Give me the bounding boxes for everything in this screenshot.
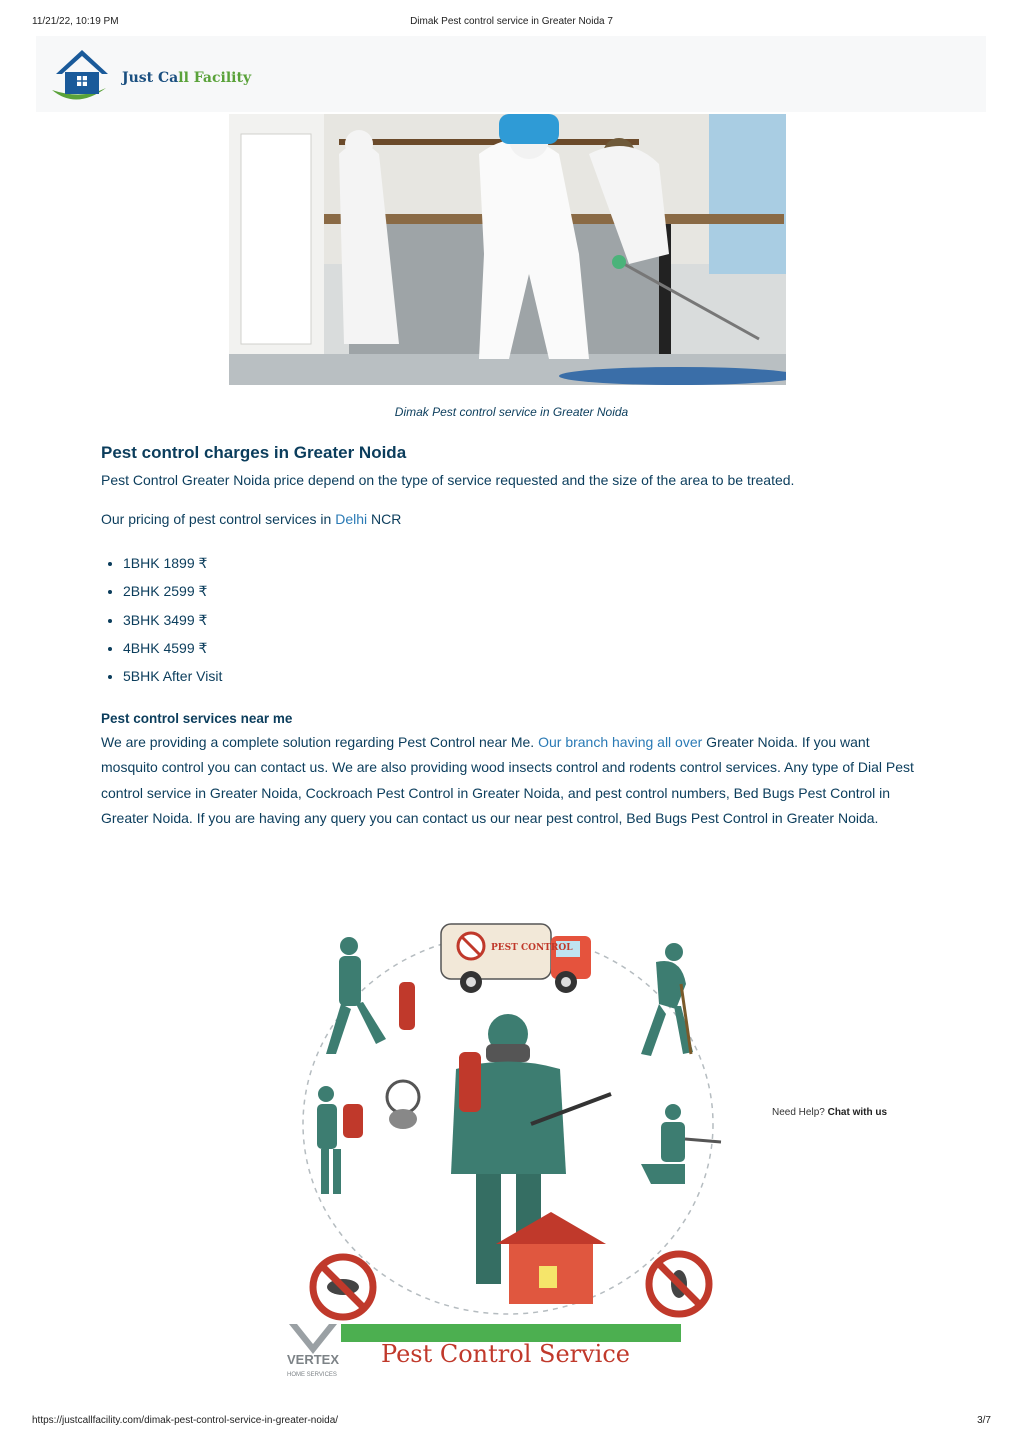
vertex-brand-sub: HOME SERVICES — [287, 1372, 337, 1378]
pest-control-illustration — [281, 894, 735, 1390]
price-list — [101, 549, 921, 690]
near-me-para-start: We are providing a complete solution regarding Pest Control near Me. — [101, 733, 539, 750]
print-datetime: 11/21/22, 10:19 PM — [32, 16, 119, 27]
hero-photo — [229, 114, 786, 385]
illustration-title: Pest Control Service — [381, 1340, 630, 1368]
print-page-number: 3/7 — [977, 1415, 991, 1426]
site-logo[interactable] — [46, 44, 252, 104]
site-header — [36, 36, 986, 112]
no-rat-icon — [313, 1257, 373, 1317]
print-doc-title: Dimak Pest control service in Greater Noida 7 — [410, 16, 613, 27]
chat-with-us-link[interactable]: Chat with us — [827, 1107, 888, 1118]
brand-name-part1: Just Ca — [122, 70, 179, 86]
pricing-intro: Pest Control Greater Noida price depend on the type of service requested and the size of the area to be treated. — [101, 472, 795, 488]
help-chat[interactable] — [772, 1107, 887, 1118]
print-footer — [32, 1415, 991, 1429]
pricing-suffix: NCR — [367, 510, 402, 527]
pricing-heading: Pest control charges in Greater Noida — [101, 443, 407, 462]
near-me-para-end: Greater Noida. If you want mosquito control you can contact us. We are also providing wood insects control and rodents control services. Any type of Dial Pest control service in Greater Noida, Cockroach Pest Control in Greater Noida, and pest control numbers, Bed Bugs Pest Control in Greater Noida. If you are having any query you can contact us our near pest control, Bed Bugs Pest Control in Greater Noida. — [101, 733, 914, 827]
price-item-4bhk: • 4BHK 4599 ₹ — [123, 634, 921, 662]
near-me-paragraph — [101, 730, 921, 832]
main-content — [101, 440, 921, 832]
vertex-brand-name: VERTEX — [287, 1352, 340, 1367]
hero-caption: Dimak Pest control service in Greater Noida — [394, 405, 629, 419]
price-item-2bhk: • 2BHK 2599 ₹ — [123, 577, 921, 605]
price-item-3bhk: • 3BHK 3499 ₹ — [123, 606, 921, 634]
pricing-prefix: Our pricing of pest control services in — [101, 510, 336, 527]
brand-name-part2: ll Facility — [178, 70, 252, 86]
price-item-5bhk: • 5BHK After Visit — [123, 662, 921, 690]
price-item-1bhk: • 1BHK 1899 ₹ — [123, 549, 921, 577]
print-url: https://justcallfacility.com/dimak-pest-control-service-in-greater-noida/ — [32, 1415, 339, 1426]
pricing-line — [101, 507, 921, 533]
van-sign-text: PEST CONTROL — [491, 943, 573, 953]
house-logo-icon — [46, 44, 118, 106]
branch-link[interactable]: Our branch having all over — [538, 733, 703, 750]
no-cockroach-icon — [649, 1254, 709, 1314]
delhi-link[interactable]: Delhi — [335, 510, 368, 527]
print-header — [32, 16, 991, 30]
help-prefix: Need Help? — [772, 1107, 828, 1118]
near-me-heading: Pest control services near me — [101, 710, 293, 726]
brand-name — [122, 70, 251, 86]
